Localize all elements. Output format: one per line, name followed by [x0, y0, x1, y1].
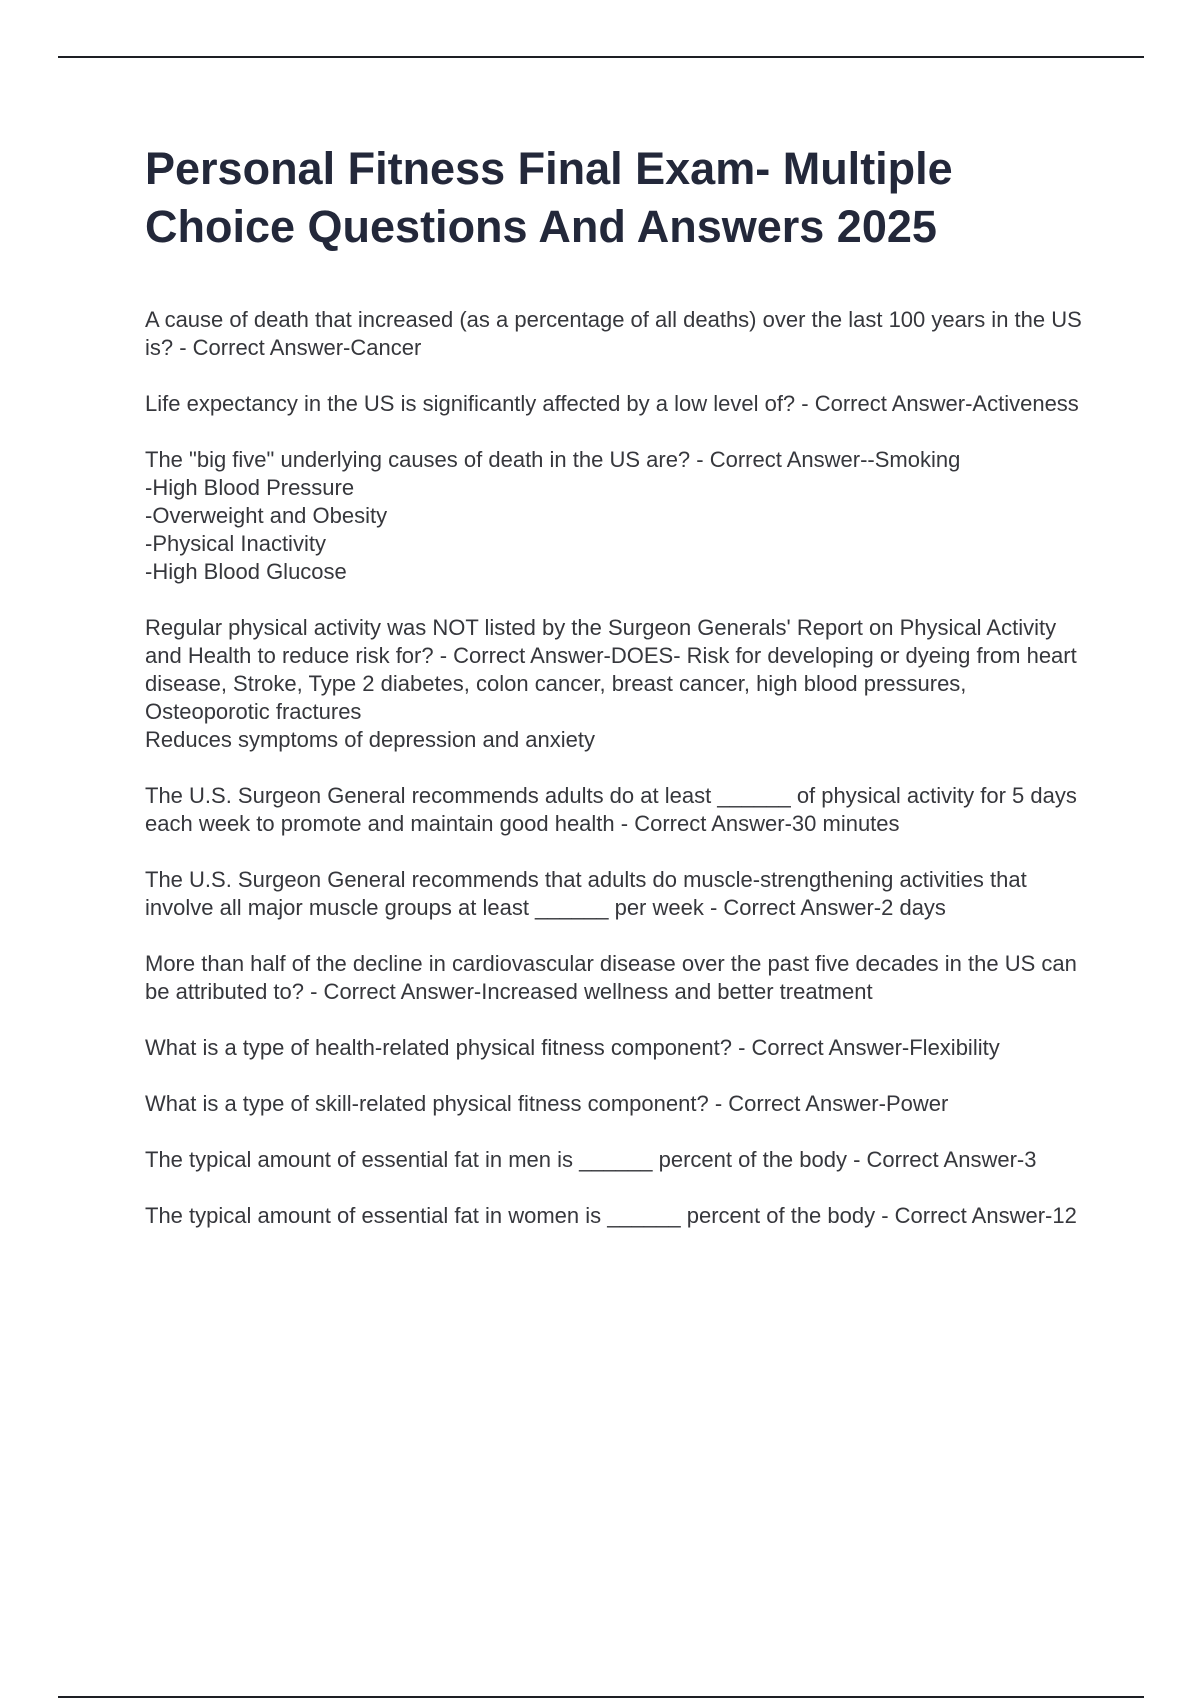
qa-item-3: The "big five" underlying causes of death in the US are? - Correct Answer--Smoking -High Blood Pressure -Overweight and Obesity -Physical Inactivity -High Blood Glucose — [145, 447, 961, 584]
document-body — [145, 140, 1095, 1258]
qa-item-10: The typical amount of essential fat in men is ______ percent of the body - Correct Answer-3 — [145, 1147, 1037, 1172]
qa-item-7: More than half of the decline in cardiovascular disease over the past five decades in the US can be attributed to? - Correct Answer-Increased wellness and better treatment — [145, 951, 1077, 1004]
qa-item-5: The U.S. Surgeon General recommends adults do at least ______ of physical activity for 5 days each week to promote and maintain good health - Correct Answer-30 minutes — [145, 783, 1077, 836]
qa-item-2: Life expectancy in the US is significantly affected by a low level of? - Correct Answer-Activeness — [145, 391, 1079, 416]
qa-item-8: What is a type of health-related physical fitness component? - Correct Answer-Flexibility — [145, 1035, 1000, 1060]
qa-item-1: A cause of death that increased (as a percentage of all deaths) over the last 100 years in the US is? - Correct Answer-Cancer — [145, 307, 1082, 360]
qa-item-6: The U.S. Surgeon General recommends that adults do muscle-strengthening activities that involve all major muscle groups at least ______ per week - Correct Answer-2 days — [145, 867, 1027, 920]
qa-list — [145, 306, 1095, 1230]
page-title: Personal Fitness Final Exam- Multiple Choice Questions And Answers 2025 — [145, 143, 953, 252]
bottom-rule — [58, 1696, 1144, 1698]
qa-item-11: The typical amount of essential fat in women is ______ percent of the body - Correct Answer-12 — [145, 1203, 1077, 1228]
top-rule — [58, 56, 1144, 58]
qa-item-9: What is a type of skill-related physical fitness component? - Correct Answer-Power — [145, 1091, 949, 1116]
qa-item-4: Regular physical activity was NOT listed by the Surgeon Generals' Report on Physical Activity and Health to reduce risk for? - Correct Answer-DOES- Risk for developing or dyeing from heart disease, Stroke, Type 2 diabetes, colon cancer, breast cancer, high blood pressures, Osteoporotic fractures Reduces symptoms of depression and anxiety — [145, 615, 1077, 752]
